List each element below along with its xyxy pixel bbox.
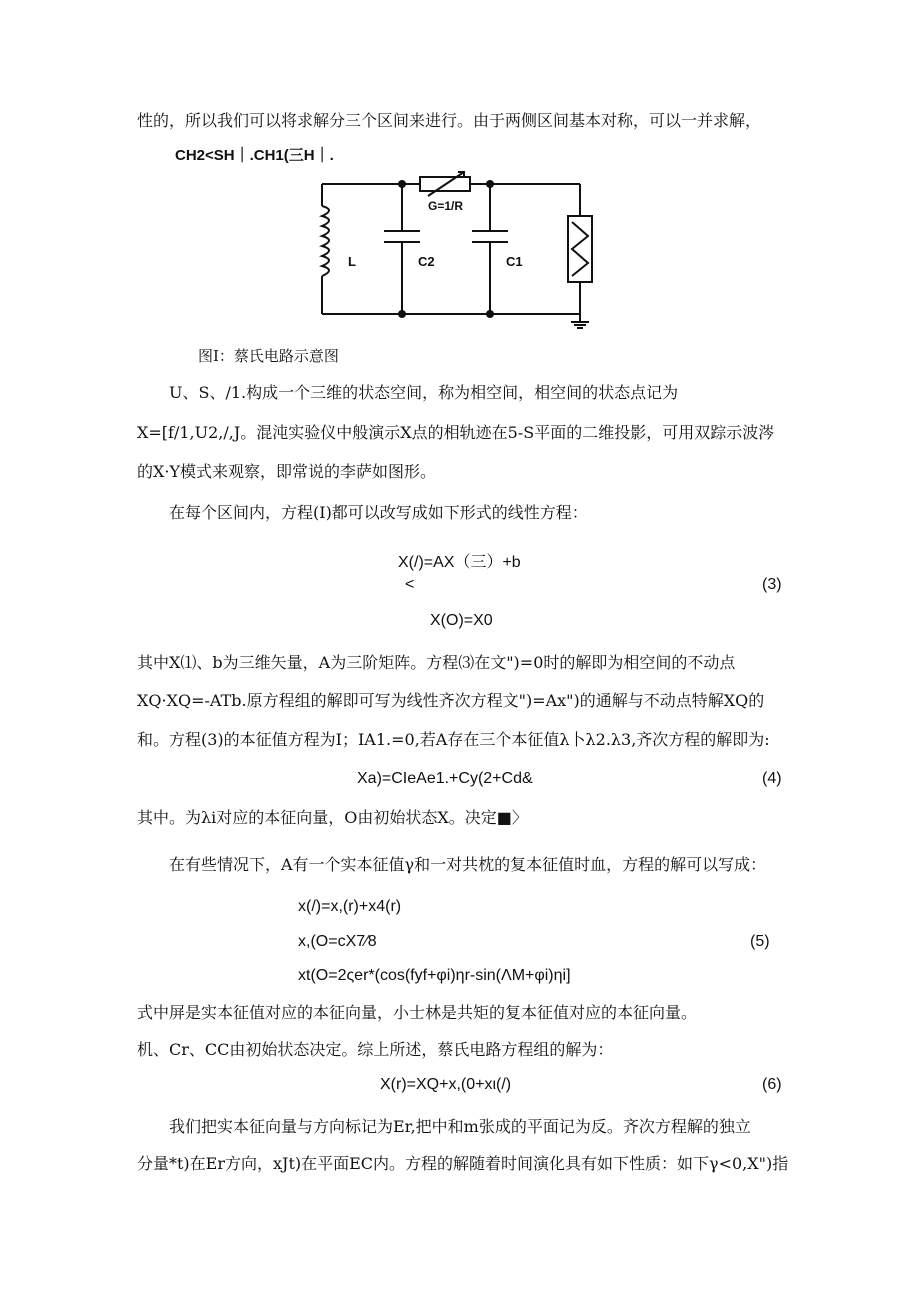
c2-label: C2 [418, 254, 435, 269]
equation-3-line2: X(O)=X0 [430, 612, 493, 629]
text-line: 其中。为λi对应的本征向量，O由初始状态X。决定■〉 [137, 808, 528, 827]
text-line: 我们把实本征向量与方向标记为Er,把中和m张成的平面记为反。齐次方程解的独立 [169, 1117, 751, 1136]
equation-number-4: (4) [762, 770, 782, 787]
text-line: 的X·Y模式来观察，即常说的李萨如图形。 [137, 462, 437, 481]
inductor-label: L [348, 254, 356, 269]
equation-3-line1: X(/)=AX（三）+b [398, 554, 521, 571]
equation-6: X(r)=XQ+x,(0+xι(/) [380, 1076, 512, 1093]
chua-circuit-diagram [318, 170, 600, 330]
figure-caption: 图I：蔡氏电路示意图 [198, 347, 339, 365]
equation-number-3: (3) [762, 576, 782, 593]
text-line: 在每个区间内，方程(I)都可以改写成如下形式的线性方程： [169, 503, 588, 522]
text-line: 机、Cr、CC由初始状态决定。综上所述，蔡氏电路方程组的解为： [137, 1040, 614, 1059]
c1-label: C1 [506, 254, 523, 269]
text-line: 在有些情况下，A有一个实本征值γ和一对共枕的复本征值时血，方程的解可以写成： [169, 855, 767, 874]
text-line: XQ·XQ=-ATb.原方程组的解即可写为线性齐次方程文")=Ax")的通解与不动点特解XQ的 [137, 691, 765, 710]
text-line: U、S、/1.构成一个三维的状态空间，称为相空间，相空间的状态点记为 [169, 383, 679, 402]
equation-5-line2: x,(O=cX7∕8 [298, 933, 377, 950]
text-line: X=[f∕1,U2,/,J。混沌实验仪中般演示X点的相轨迹在5-S平面的二维投影，可用双踪示波涔 [137, 423, 775, 442]
resistor-label: G=1/R [428, 199, 464, 213]
text-line: 式中屏是实本征值对应的本征向量，小士林是共矩的复本征值对应的本征向量。 [137, 1003, 698, 1022]
text-line: 和。方程(3)的本征值方程为I；IA1.=0,若A存在三个本征值λ卜λ2.λ3,齐次方程的解即为: [137, 730, 770, 749]
circuit-label-line: CH2<SH｜.CH1(三H｜. [175, 147, 334, 164]
equation-4: Xa)=CIeAe1.+Cy(2+Cd& [357, 770, 533, 787]
text-line: 性的，所以我们可以将求解分三个区间来进行。由于两侧区间基本对称，可以一并求解， [137, 111, 762, 130]
equation-number-6: (6) [762, 1076, 782, 1093]
equation-5-line3: xt(O=2ςer*(cos(fyf+φi)ηr-sin(ΛM+φi)ηi] [298, 967, 571, 984]
equation-number-5: (5) [750, 933, 770, 950]
equation-3-brace: < [405, 576, 415, 593]
text-line: 其中X⑴、b为三维矢量，A为三阶矩阵。方程⑶在文")=0时的解即为相空间的不动点 [137, 653, 736, 672]
text-line: 分量*t)在Er方向，xJt)在平面EC内。方程的解随着时间演化具有如下性质：如下γ<0,X")指 [137, 1154, 789, 1173]
equation-5-line1: x(/)=x,(r)+x4(r) [298, 898, 402, 915]
